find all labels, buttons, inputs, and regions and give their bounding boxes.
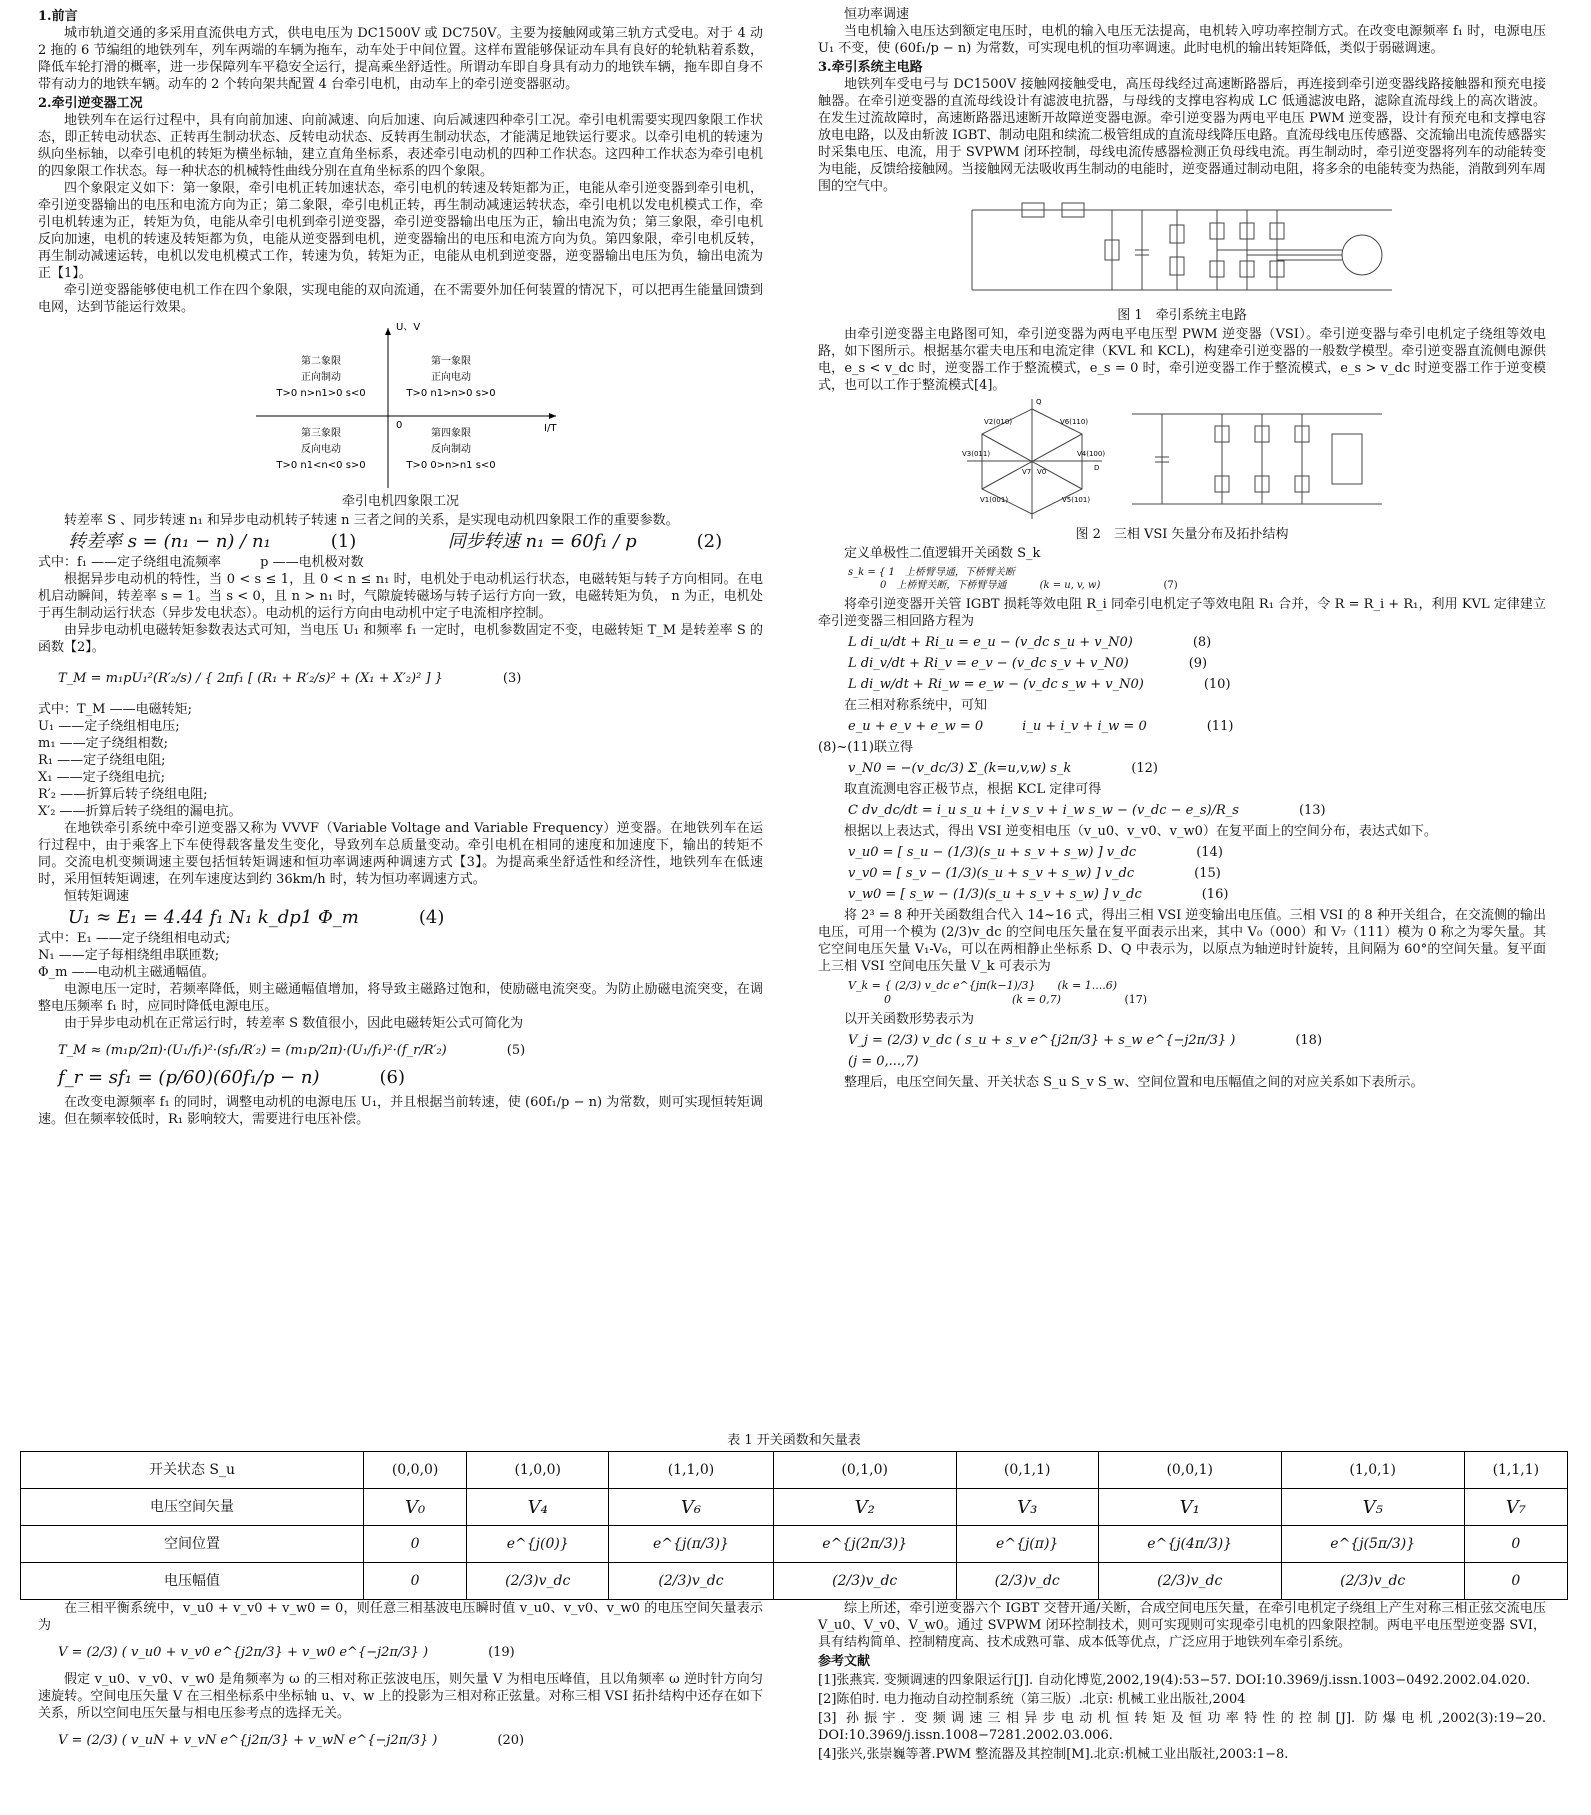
figure-2-caption: 图 2 三相 VSI 矢量分布及拓扑结构 xyxy=(1075,527,1289,542)
equation-4: U₁ ≈ E₁ = 4.44 f₁ N₁ k_dp1 Φ_m (4) xyxy=(68,907,445,928)
paragraph-assume: 假定 v_u0、v_v0、v_w0 是角频率为 ω 的三相对称正弦波电压，则矢量 V 为相电压峰值，且以角频率 ω 逆时针方向匀速旋转。空间电压矢量 V 在三相坐标系中坐标轴 u、v、w 上的投影为三相对称正弦量。对称三相 VSI 拓扑结构中还存在如下关系，所以空间电压矢量与相电压参考点的选择无关。 xyxy=(38,1672,763,1721)
table-cell: (1,1,1) xyxy=(1464,1452,1567,1489)
paragraph-torque: 由异步电动机电磁转矩参数表达式可知，当电压 U₁ 和频率 f₁ 一定时，电机参数固定不变，电磁转矩 T_M 是转差率 S 的函数【2】。 xyxy=(38,623,763,655)
table-row-label: 电压空间矢量 xyxy=(21,1489,364,1526)
paragraph-const-power: 当电机输入电压达到额定电压时，电机的输入电压无法提高，电机转入哼功率控制方式。在改变电源频率 f₁ 时，电源电压 U₁ 不变，使 (60f₁/p − n) 为常数，可实现电机的恒功率调速。此时电机的输出转矩降低，类似于弱磁调速。 xyxy=(818,24,1546,56)
paragraph-vsi-output: 根据以上表达式，得出 VSI 逆变相电压（v_u0、v_v0、v_w0）在复平面上的空间分布，表达式如下。 xyxy=(844,824,1437,839)
equation-19: V = (2/3) ( v_u0 + v_v0 e^{j2π/3} + v_w0 e^{−j2π/3} ) (19) xyxy=(58,1645,515,1660)
vector-label-v1: V1(001) xyxy=(980,496,1009,504)
table-cell: (0,1,1) xyxy=(956,1452,1098,1489)
reference-item: [1]张燕宾. 变频调速的四象限运行[J]. 自动化博览,2002,19(4):53−57. DOI:10.3969/j.issn.1003−0492.2002.04.020. xyxy=(818,1673,1531,1688)
switch-vector-table-wrapper xyxy=(20,1432,1568,1600)
paragraph-motor-state: 根据异步电动机的特性，当 0 < s ≤ 1，且 0 < n ≤ n₁ 时，电机处于电动机运行状态，电磁转矩与转子方向相同。在电机启动瞬间，转差率 s = 1。当 s < 0，且 n > n₁ 时，气隙旋转磁场与转子运行方向一致，电磁转矩为负， n 为正，电机处于再生制动运行状态（异步发电状态）。电动机的运行方向由电动机中定子电流相序控制。 xyxy=(38,572,763,621)
paragraph-conditions-1: 地铁列车在运行过程中，具有向前加速、向前减速、向后加速、向后减速四种牵引工况。牵引电机需要实现四象限工作状态，即正转电动状态、正转再生制动状态、反转电动状态、反转再生制动状态，才能满足地铁运行要求。以牵引电机的转速为纵向坐标轴，以牵引电机的转矩为横坐标轴，建立直角坐标系，表述牵引电动机的四种工作状态。这四种工作状态为牵引电机的四象限工作状态。每一种状态的机械特性曲线分别在直角坐标系的四个象限。 xyxy=(38,113,763,179)
table-cell: V₆ xyxy=(609,1489,773,1526)
vector-label-v7: V7 xyxy=(1022,468,1032,476)
table-cell: (0,1,0) xyxy=(773,1452,956,1489)
paragraph-summary: 综上所述，牵引逆变器六个 IGBT 交替开通/关断，合成空间电压矢量，在牵引电机定子绕组上产生对称三相正弦交流电压 V_u0、V_v0、V_w0。通过 SVPWM 闭环控制技术，则可实现则可实现牵引电机的四象限控制。两电平电压型逆变器 SVI，具有结构简单、控制精度高、技术成熟可靠、成本低等优点，广泛应用于地铁列车牵引系统。 xyxy=(818,1601,1546,1650)
equation-6: f_r = sf₁ = (p/60)(60f₁/p − n) (6) xyxy=(58,1067,406,1088)
paragraph-compensation: 在改变电源频率 f₁ 的同时，调整电动机的电源电压 U₁，并且根据当前转速，使 (60f₁/p − n) 为常数，则可实现恒转矩调速。但在频率较低时，R₁ 影响较大，需要进行电压补偿。 xyxy=(38,1095,763,1127)
paragraph-kvl: 将牵引逆变器开关管 IGBT 损耗等效电阻 R_i 同牵引电机定子等效电阻 R₁ 合并，令 R = R_i + R₁，利用 KVL 定律建立牵引逆变器三相回路方程为 xyxy=(818,597,1546,629)
quad-axis-x-label: I/T xyxy=(543,423,556,434)
table-caption: 表 1 开关函数和矢量表 xyxy=(727,1433,861,1448)
table-cell: (2/3)v_dc xyxy=(956,1563,1098,1600)
vector-label-v4: V4(100) xyxy=(1077,450,1106,458)
bottom-right-column xyxy=(818,1600,1546,1765)
paragraph-main-circuit: 地铁列车受电弓与 DC1500V 接触网接触受电，高压母线经过高速断路器后，再连接到牵引逆变器线路接触器和预充电接触器。在牵引逆变器的直流母线设计有滤波电抗器，与母线的支撑电容构成 LC 低通滤波电路，滤除直流母线上的高次谐波。在发生过流故障时，高速断路器迅速断开故障逆变器电源。牵引逆变器为两电平电压 PWM 逆变器，设计有预充电和支撑电容放电电路，以及由斩波 IGBT、制动电阻和续流二极管组成的直流母线降压电路。直流母线电压传感器、交流输出电流传感器实时采集电压、电流，用于 SVPWM 闭环控制，母线电流传感器检测正负母线电流。再生制动时，牵引逆变器将列车的动能转变为电能，反馈给接触网。当接触网无法吸收再生制动的电能时，逆变器通过制动电阻，将多余的电能转变为热能，消散到列车周围的空气中。 xyxy=(818,77,1547,194)
symbol-line: R′₂ ——折算后转子绕组电阻; xyxy=(38,787,208,802)
quad3-line2: 反向电动 xyxy=(300,444,341,455)
equation-11: e_u + e_v + e_w = 0 i_u + i_v + i_w = 0 (11) xyxy=(848,719,1234,734)
table-cell: (0,0,0) xyxy=(364,1452,467,1489)
quad-origin-label: 0 xyxy=(395,420,402,431)
equation-14: v_u0 = [ s_u − (1/3)(s_u + s_v + s_w) ] v_dc (14) xyxy=(848,845,1223,860)
paragraph-kcl: 取直流测电容正极节点，根据 KCL 定律可得 xyxy=(844,782,1102,797)
table-cell: 0 xyxy=(1464,1526,1567,1563)
table-cell: e^{j(0)} xyxy=(467,1526,609,1563)
symbol-line: Φ_m ——电动机主磁通幅值。 xyxy=(38,965,215,980)
table-cell: V₀ xyxy=(364,1489,467,1526)
quad4-line2: 反向制动 xyxy=(430,444,471,455)
symbol-line: R₁ ——定子绕组电阻; xyxy=(38,753,166,768)
section-title-main-circuit: 3.牵引系统主电路 xyxy=(818,60,923,75)
quad2-line2: 正向制动 xyxy=(300,372,341,383)
symbol-line: m₁ ——定子绕组相数; xyxy=(38,736,169,751)
symbol-list-2 xyxy=(38,930,763,981)
vector-label-q: Q xyxy=(1036,398,1042,406)
table-cell: 0 xyxy=(1464,1563,1567,1600)
table-cell: e^{j(π)} xyxy=(956,1526,1098,1563)
table-cell: (0,0,1) xyxy=(1098,1452,1281,1489)
paragraph-symmetric: 在三相对称系统中，可知 xyxy=(844,698,988,713)
vector-label-d: D xyxy=(1094,464,1100,472)
equation-1: 转差率 s = (n₁ − n) / n₁ (1) 同步转速 n₁ = 60f₁ / p (2) xyxy=(68,531,723,552)
bottom-left-column xyxy=(38,1600,763,1759)
quad3-line1: 第三象限 xyxy=(300,428,341,439)
paragraph-joint: (8)~(11)联立得 xyxy=(818,740,913,755)
symbol-line: X₁ ——定子绕组电抗; xyxy=(38,770,165,785)
table-cell: e^{j(4π/3)} xyxy=(1098,1526,1281,1563)
reference-item: [3] 孙振宇. 变频调速三相异步电动机恒转矩及恒功率特性的控制[J]. 防爆电机,2002(3):19−20. DOI:10.3969/j.issn.1008−7281.2002.03.006. xyxy=(818,1711,1546,1743)
quad1-line1: 第一象限 xyxy=(430,356,471,367)
references-title: 参考文献 xyxy=(818,1654,871,1669)
equation-8: L di_u/dt + Ri_u = e_u − (v_dc s_u + v_N0) (8) xyxy=(848,635,1212,650)
table-cell: e^{j(2π/3)} xyxy=(773,1526,956,1563)
table-cell: (2/3)v_dc xyxy=(1281,1563,1464,1600)
paragraph-eight-combos: 将 2³ = 8 种开关函数组合代入 14~16 式，得出三相 VSI 逆变输出电压值。三相 VSI 的 8 种开关组合，在交流侧的输出电压，可用一个模为 (2/3)v_dc 的空间电压矢量在复平面表示出来，其中 V₀（000）和 V₇（111）模为 0 称之为零矢量。其它空间电压矢量 V₁-V₆，可以在两相静止坐标系 D、Q 中表示为，以原点为轴逆时针旋转，且间隔为 60°的空间矢量。复平面上三相 VSI 空间电压矢量 V_k 可表示为 xyxy=(818,908,1546,974)
equation-9: L di_v/dt + Ri_v = e_v − (v_dc s_v + v_N0) (9) xyxy=(848,656,1208,671)
paragraph-vsi: 由牵引逆变器主电路图可知，牵引逆变器为两电平电压型 PWM 逆变器（VSI）。牵引逆变器与牵引电机定子绕组等效电路，如下图所示。根据基尔霍夫电压和电流定律（KVL 和 KCL)，构建牵引逆变器的一般数学模型。牵引逆变器直流侧电源供电，e_s < v_dc 时，逆变器工作于整流模式，e_s = 0 时，牵引逆变器工作于整流模式，e_s > v_dc 时逆变器工作于逆变模式，也可以工作于整流模式[4]。 xyxy=(818,327,1546,393)
table-cell: V₁ xyxy=(1098,1489,1281,1526)
vector-label-v2: V2(010) xyxy=(984,418,1013,426)
paragraph-simplify: 由于异步电动机在正常运行时，转差率 S 数值很小，因此电磁转矩公式可简化为 xyxy=(64,1016,524,1031)
table-cell: V₇ xyxy=(1464,1489,1567,1526)
equation-15: v_v0 = [ s_v − (1/3)(s_u + s_v + s_w) ] v_dc (15) xyxy=(848,866,1221,881)
equation-7: s_k = { 1 上桥臂导通，下桥臂关断 0 上桥臂关断，下桥臂导通 (k = u, v, w) (7) xyxy=(848,567,1178,591)
table-row xyxy=(21,1489,1568,1526)
equation-13: C dv_dc/dt = i_u s_u + i_v s_v + i_w s_w − (v_dc − e_s)/R_s (13) xyxy=(848,803,1326,818)
equation-3: T_M = m₁pU₁²(R′₂/s) / { 2πf₁ [ (R₁ + R′₂/s)² + (X₁ + X′₂)² ] } (3) xyxy=(58,671,522,686)
table-cell: (2/3)v_dc xyxy=(609,1563,773,1600)
symbol-line: U₁ ——定子绕组相电压; xyxy=(38,719,180,734)
paragraph-table-intro: 整理后，电压空间矢量、开关状态 S_u S_v S_w、空间位置和电压幅值之间的对应关系如下表所示。 xyxy=(844,1075,1424,1090)
vsi-vector-topology-diagram xyxy=(962,394,1402,524)
reference-item: [4]张兴,张崇巍等著.PWM 整流器及其控制[M].北京:机械工业出版社,2003:1−8. xyxy=(818,1747,1289,1762)
vector-label-v6: V6(110) xyxy=(1060,418,1089,426)
table-cell: V₂ xyxy=(773,1489,956,1526)
equation-12: v_N0 = −(v_dc/3) Σ_(k=u,v,w) s_k (12) xyxy=(848,761,1158,776)
quad-axis-y-label: U、V xyxy=(395,322,420,333)
table-cell: e^{j(π/3)} xyxy=(609,1526,773,1563)
paragraph-balanced: 在三相平衡系统中，v_u0 + v_v0 + v_w0 = 0，则任意三相基波电压瞬时值 v_u0、v_v0、v_w0 的电压空间矢量表示为 xyxy=(38,1601,763,1633)
equation-18-range: (j = 0,...,7) xyxy=(848,1054,919,1069)
right-column xyxy=(818,6,1546,1091)
paragraph-conditions-3: 牵引逆变器能够使电机工作在四个象限，实现电能的双向流通，在不需要外加任何装置的情况下，可以把再生能量回馈到电网，达到节能运行效果。 xyxy=(38,283,763,315)
equation-17: V_k = { (2/3) v_dc e^{jπ(k−1)/3} (k = 1....6) 0 (k = 0,7) (17) xyxy=(848,979,1148,1006)
table-cell: (1,0,0) xyxy=(467,1452,609,1489)
four-quadrant-diagram xyxy=(236,316,566,491)
equation-20: V = (2/3) ( v_uN + v_vN e^{j2π/3} + v_wN e^{−j2π/3} ) (20) xyxy=(58,1733,525,1748)
paragraph-where-1: 式中：f₁ ——定子绕组电流频率 p ——电机极对数 xyxy=(38,555,364,570)
equation-18: V_j = (2/3) v_dc ( s_u + s_v e^{j2π/3} + s_w e^{−j2π/3} ) (18) xyxy=(848,1033,1323,1048)
table-row-label: 电压幅值 xyxy=(21,1563,364,1600)
paragraph-conditions-2: 四个象限定义如下：第一象限，牵引电机正转加速状态，牵引电机的转速及转矩都为正，电能从牵引逆变器到牵引电机，牵引逆变器输出的电压和电流方向为正；第二象限，牵引电机正转，再生制动减速运转状态，牵引电机以发电机模式工作，牵引电机转速为正，转矩为负，电能从牵引电机到牵引逆变器，牵引逆变器输出电压为正，输出电流为负；第三象限，牵引电机反向加速，电机的转速及转矩都为负，电能从逆变器到电机，逆变器输出的电压和电流方向为负。第四象限，牵引电机反转，再生制动减速运转，电机以发电机模式工作，转速为负，转矩为正，电能从电机到逆变器，逆变器输出电压为负，输出电流为正【1】。 xyxy=(38,181,763,281)
symbol-line: N₁ ——定子每相绕组串联匝数; xyxy=(38,948,220,963)
traction-main-circuit-diagram xyxy=(962,195,1402,305)
table-cell: (2/3)v_dc xyxy=(773,1563,956,1600)
vector-label-v5: V5(101) xyxy=(1062,496,1091,504)
symbol-line: 式中：T_M ——电磁转矩; xyxy=(38,702,192,717)
paragraph-switch-form: 以开关函数形势表示为 xyxy=(844,1012,975,1027)
switch-vector-table xyxy=(20,1451,1568,1600)
quad1-line2: 正向电动 xyxy=(430,372,471,383)
symbol-line: 式中：E₁ ——定子绕组相电动式; xyxy=(38,931,231,946)
heading-const-torque: 恒转矩调速 xyxy=(64,889,130,904)
table-cell: V₄ xyxy=(467,1489,609,1526)
paragraph-slip: 转差率 S 、同步转速 n₁ 和异步电动机转子转速 n 三者之间的关系，是实现电动机四象限工作的重要参数。 xyxy=(64,513,679,528)
paragraph-intro: 城市轨道交通的多采用直流供电方式，供电电压为 DC1500V 或 DC750V。主要为接触网或第三轨方式受电。对于 4 动 2 拖的 6 节编组的地铁列车，列车两端的车辆为拖车，动车处于中间位置。这样布置能够保证动车具有良好的轮轨粘着系数，降低车轮打滑的概率，进一步保障列车平稳安全运行，提高乘坐舒适性。所谓动车即自身具有动力的地铁车辆，拖车即自身不带有动力的地铁车辆。动车的 2 个转向架共配置 4 台牵引电机，由动车上的牵引逆变器驱动。 xyxy=(38,26,763,92)
quad2-line1: 第二象限 xyxy=(300,356,341,367)
symbol-line: X′₂ ——折算后转子绕组的漏电抗。 xyxy=(38,804,242,819)
section-title-conditions: 2.牵引逆变器工况 xyxy=(38,96,143,111)
quad4-line3: T>0 0>n>n1 s<0 xyxy=(405,460,496,471)
equation-10: L di_w/dt + Ri_w = e_w − (v_dc s_w + v_N0) (10) xyxy=(848,677,1231,692)
paragraph-flux: 电源电压一定时，若频率降低，则主磁通幅值增加，将导致主磁路过饱和，使励磁电流突变。为防止励磁电流突变，在调整电压频率 f₁ 时，应同时降低电源电压。 xyxy=(38,982,763,1014)
symbol-list-1 xyxy=(38,701,763,820)
equation-5: T_M ≈ (m₁p/2π)·(U₁/f₁)²·(sf₁/R′₂) = (m₁p/2π)·(U₁/f₁)²·(f_r/R′₂) (5) xyxy=(58,1043,526,1058)
equation-16: v_w0 = [ s_w − (1/3)(s_u + s_v + s_w) ] v_dc (16) xyxy=(848,887,1229,902)
table-row xyxy=(21,1563,1568,1600)
table-row xyxy=(21,1526,1568,1563)
vector-label-v0: V0 xyxy=(1037,468,1047,476)
table-row xyxy=(21,1452,1568,1489)
heading-const-power: 恒功率调速 xyxy=(844,7,910,22)
vector-label-v3: V3(011) xyxy=(962,450,991,458)
quad2-line3: T>0 n>n1>0 s<0 xyxy=(275,388,366,399)
table-cell: (2/3)v_dc xyxy=(467,1563,609,1600)
equation-2: 同步转速 n₁ = 60f₁ / p xyxy=(447,531,637,552)
reference-item: [2]陈伯时. 电力拖动自动控制系统（第三版）.北京: 机械工业出版社,2004 xyxy=(818,1692,1246,1707)
table-cell: (2/3)v_dc xyxy=(1098,1563,1281,1600)
table-cell: e^{j(5π/3)} xyxy=(1281,1526,1464,1563)
table-cell: 0 xyxy=(364,1563,467,1600)
table-cell: V₅ xyxy=(1281,1489,1464,1526)
figure-1-caption: 图 1 牵引系统主电路 xyxy=(1117,308,1247,323)
paragraph-vvvf: 在地铁牵引系统中牵引逆变器又称为 VVVF（Variable Voltage and Variable Frequency）逆变器。在地铁列车在运行过程中，由于乘客上下车使得载客量发生变化，导致列车总质量变动。牵引电机在相同的速度和加速度下，输出的转矩不同。交流电机变频调速主要包括恒转矩调速和恒功率调速两种调速方式【3】。为提高乘坐舒适性和经济性，地铁列车在低速时，采用恒转矩调速，在列车速度达到约 36km/h 时，转为恒功率调速方式。 xyxy=(38,821,763,887)
figure-quadrant-caption: 牵引电机四象限工况 xyxy=(341,494,459,509)
table-cell: (1,0,1) xyxy=(1281,1452,1464,1489)
quad3-line3: T>0 n1<n<0 s>0 xyxy=(275,460,366,471)
table-cell: (1,1,0) xyxy=(609,1452,773,1489)
left-column xyxy=(38,6,763,1128)
quad4-line1: 第四象限 xyxy=(430,428,471,439)
table-row-label: 开关状态 S_u xyxy=(21,1452,364,1489)
table-row-label: 空间位置 xyxy=(21,1526,364,1563)
table-cell: 0 xyxy=(364,1526,467,1563)
paragraph-switch-def: 定义单极性二值逻辑开关函数 S_k xyxy=(844,546,1041,561)
table-cell: V₃ xyxy=(956,1489,1098,1526)
section-title-intro: 1.前言 xyxy=(38,9,78,24)
quad1-line3: T>0 n1>n>0 s>0 xyxy=(405,388,496,399)
